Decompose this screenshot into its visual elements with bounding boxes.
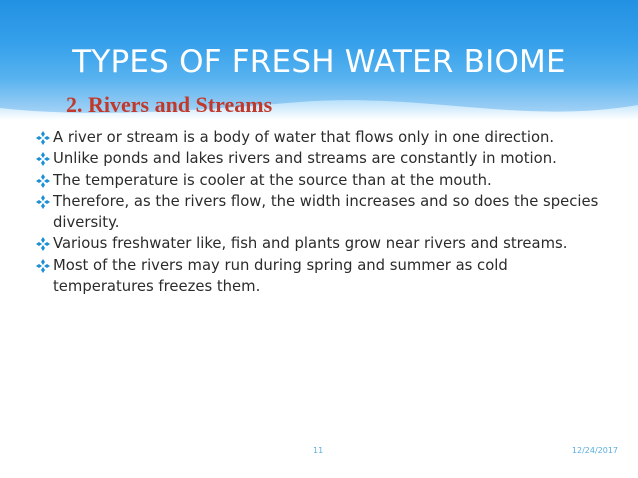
four-diamond-bullet-icon [35, 194, 51, 210]
bullet-text: Therefore, as the rivers flow, the width increases and so does the species diversity. [53, 192, 599, 232]
bullet-list [35, 127, 610, 297]
page-number: 11 [313, 446, 324, 455]
four-diamond-bullet-icon [35, 130, 51, 146]
bullet-text: A river or stream is a body of water that flows only in one direction. [53, 129, 555, 146]
bullet-text: Unlike ponds and lakes rivers and streams are constantly in motion. [53, 150, 557, 168]
slide-subtitle: 2. Rivers and Streams [66, 92, 273, 117]
bullet-item [35, 255, 610, 298]
bullet-item [35, 127, 610, 148]
slide-title: TYPES OF FRESH WATER BIOME [72, 44, 566, 80]
bullet-item [35, 233, 610, 254]
bullet-item [35, 148, 610, 169]
bullet-item [35, 170, 610, 191]
four-diamond-bullet-icon [35, 173, 51, 189]
bullet-text: Most of the rivers may run during spring and summer as cold temperatures freezes them. [53, 256, 508, 296]
four-diamond-bullet-icon [35, 236, 51, 252]
bullet-item [35, 191, 610, 234]
bullet-text: Various freshwater like, fish and plants grow near rivers and streams. [53, 235, 568, 253]
four-diamond-bullet-icon [35, 258, 51, 274]
four-diamond-bullet-icon [35, 151, 51, 167]
bullet-text: The temperature is cooler at the source than at the mouth. [53, 171, 492, 189]
slide-date: 12/24/2017 [571, 446, 618, 455]
